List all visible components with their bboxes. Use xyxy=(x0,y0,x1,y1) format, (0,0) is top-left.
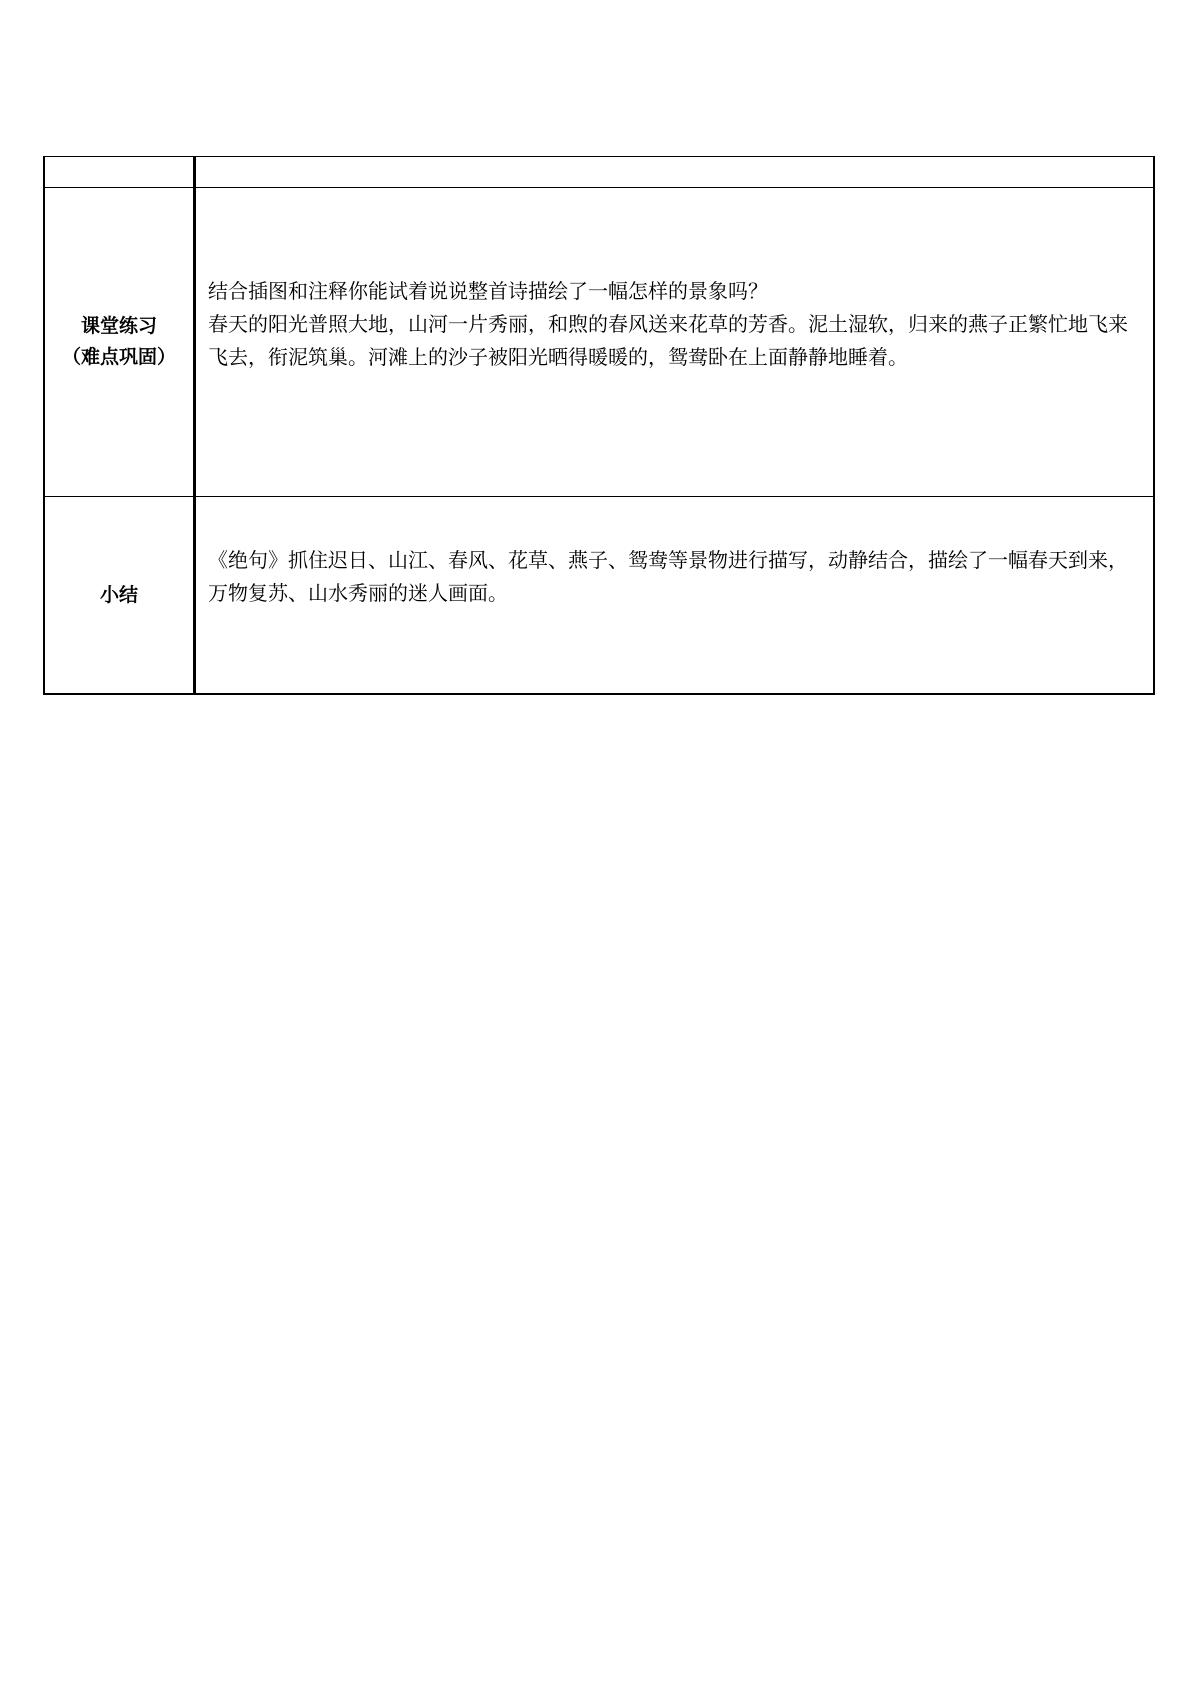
practice-question: 结合插图和注释你能试着说说整首诗描绘了一幅怎样的景象吗？ xyxy=(208,278,768,303)
practice-content-cell xyxy=(195,188,1155,497)
table-row-summary xyxy=(44,497,1154,695)
table-row-header xyxy=(44,157,1154,188)
summary-content-cell xyxy=(195,497,1155,695)
practice-label-title: 课堂练习 xyxy=(80,315,157,337)
summary-content-wrap xyxy=(208,544,1143,610)
summary-label-cell: 小结 xyxy=(44,497,195,695)
header-label-cell xyxy=(44,157,195,188)
summary-text: 《绝句》抓住迟日、山江、春风、花草、燕子、鸳鸯等景物进行描写，动静结合，描绘了一幅春天到来，万物复苏、山水秀丽的迷人画面。 xyxy=(208,548,1128,605)
header-content-cell xyxy=(195,157,1155,188)
practice-answer: 春天的阳光普照大地，山河一片秀丽，和煦的春风送来花草的芳香。泥土湿软，归来的燕子正繁忙地飞来飞去，衔泥筑巢。河滩上的沙子被阳光晒得暖暖的，鸳鸯卧在上面静静地睡着。 xyxy=(208,311,1128,369)
lesson-plan-table xyxy=(43,156,1155,695)
practice-label-cell xyxy=(44,188,195,497)
table-row-practice xyxy=(44,188,1154,497)
practice-label-subtitle: （难点巩固） xyxy=(61,346,176,368)
practice-content xyxy=(208,275,1143,374)
